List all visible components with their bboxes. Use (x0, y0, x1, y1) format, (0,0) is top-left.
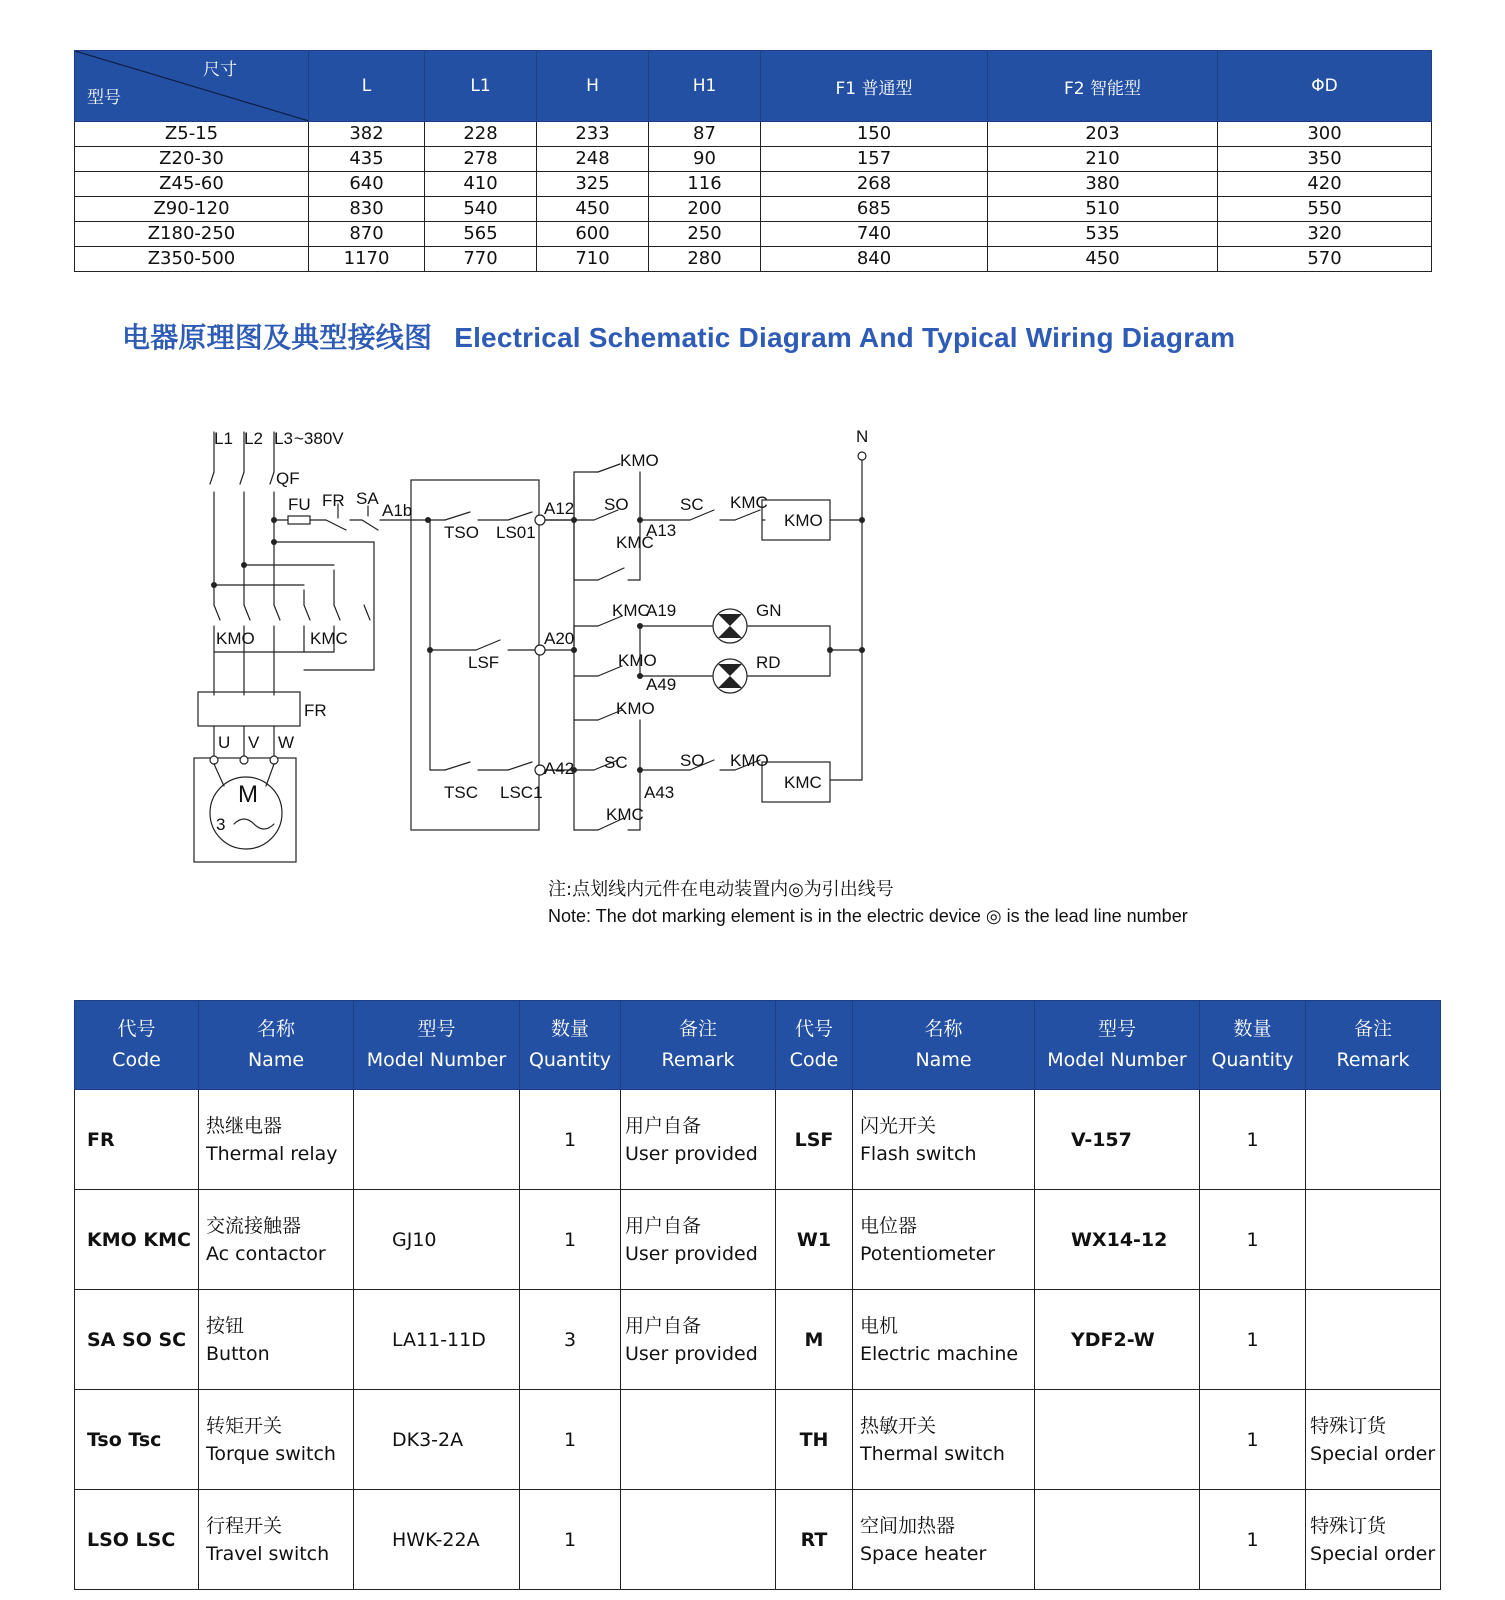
model-cell: GJ10 (354, 1190, 520, 1290)
value-cell: 710 (537, 247, 649, 272)
table-row (75, 197, 1432, 222)
table-row (75, 1090, 1441, 1190)
model-cell: YDF2-W (1035, 1290, 1200, 1390)
value-cell: 870 (309, 222, 425, 247)
schematic-label: SO (680, 751, 705, 770)
schematic-label: A20 (544, 629, 575, 648)
remark-cell-en: User provided (625, 1342, 758, 1365)
remark-cell (621, 1390, 776, 1490)
table-row (75, 172, 1432, 197)
quantity-cell: 1 (1200, 1190, 1306, 1290)
schematic-label: A13 (646, 521, 677, 540)
schematic-label: W (278, 733, 295, 752)
name-cell-en: Ac contactor (206, 1242, 326, 1265)
column-header (520, 1001, 621, 1090)
header-en: Remark (1336, 1049, 1410, 1071)
quantity-cell: 1 (520, 1390, 621, 1490)
table-row (75, 247, 1432, 272)
column-header (853, 1001, 1035, 1090)
schematic-label: LSF (468, 653, 500, 672)
value-cell: 600 (537, 222, 649, 247)
header-cn: 型号 (1097, 1018, 1136, 1040)
schematic-label: A1b (382, 501, 413, 520)
value-cell: 382 (309, 122, 425, 147)
value-cell: 278 (425, 147, 537, 172)
remark-cell (1306, 1090, 1441, 1190)
name-cell-en: Electric machine (860, 1342, 1019, 1365)
schematic-label: QF (276, 469, 300, 488)
schematic-label: KMC (612, 601, 650, 620)
remark-cell-en: Special order (1310, 1442, 1436, 1465)
name-cell (853, 1490, 1035, 1590)
model-cell (1035, 1390, 1200, 1490)
column-header (1200, 1001, 1306, 1090)
header-cn: 名称 (256, 1018, 295, 1040)
schematic-label: FR (322, 491, 345, 510)
column-header (354, 1001, 520, 1090)
quantity-cell: 1 (520, 1490, 621, 1590)
name-cell (853, 1190, 1035, 1290)
header-en: Quantity (1211, 1049, 1294, 1071)
table-row (75, 222, 1432, 247)
name-cell-cn: 闪光开关 (860, 1114, 937, 1137)
name-cell-en: Space heater (860, 1542, 987, 1565)
column-header: H1 (649, 51, 761, 122)
name-cell-en: Thermal relay (206, 1142, 338, 1165)
name-cell-cn: 电机 (860, 1314, 899, 1337)
remark-cell (621, 1490, 776, 1590)
name-cell-cn: 交流接触器 (206, 1214, 302, 1237)
header-cn: 名称 (924, 1018, 963, 1040)
schematic-label: 3 (216, 815, 226, 834)
table-row (75, 1490, 1441, 1590)
name-cell-cn: 转矩开关 (206, 1414, 283, 1437)
schematic-label: FU (288, 495, 311, 514)
components-table (74, 1000, 1441, 1590)
components-header-row (75, 1001, 1441, 1090)
name-cell-en: Torque switch (206, 1442, 336, 1465)
name-cell (199, 1090, 354, 1190)
remark-cell-en: Special order (1310, 1542, 1436, 1565)
value-cell: 200 (649, 197, 761, 222)
name-cell-en: Flash switch (860, 1142, 977, 1165)
code-cell: FR (75, 1090, 199, 1190)
quantity-cell: 1 (1200, 1290, 1306, 1390)
value-cell: 570 (1218, 247, 1432, 272)
table-row (75, 1390, 1441, 1490)
code-cell: W1 (776, 1190, 853, 1290)
schematic-label: FR (304, 701, 327, 720)
name-cell-en: Thermal switch (860, 1442, 1005, 1465)
remark-cell-cn: 用户自备 (625, 1314, 702, 1337)
remark-cell-cn: 特殊订货 (1310, 1514, 1387, 1537)
name-cell-cn: 按钮 (206, 1314, 245, 1337)
remark-cell-en: User provided (625, 1242, 758, 1265)
column-header: L1 (425, 51, 537, 122)
value-cell: 640 (309, 172, 425, 197)
dimension-corner-header (75, 51, 309, 122)
name-cell-cn: 电位器 (860, 1214, 918, 1237)
name-cell-en: Button (206, 1342, 270, 1365)
value-cell: 320 (1218, 222, 1432, 247)
value-cell: 510 (988, 197, 1218, 222)
header-en: Name (915, 1049, 972, 1071)
value-cell: 535 (988, 222, 1218, 247)
column-header (1306, 1001, 1441, 1090)
column-header (776, 1001, 853, 1090)
model-cell: Z45-60 (75, 172, 309, 197)
header-cn: 备注 (1353, 1018, 1392, 1040)
value-cell: 90 (649, 147, 761, 172)
code-cell: LSO LSC (75, 1490, 199, 1590)
value-cell: 450 (537, 197, 649, 222)
dimension-header-row (75, 51, 1432, 122)
name-cell (199, 1490, 354, 1590)
column-header (199, 1001, 354, 1090)
value-cell: 435 (309, 147, 425, 172)
name-cell-cn: 行程开关 (206, 1514, 283, 1537)
model-cell: LA11-11D (354, 1290, 520, 1390)
value-cell: 228 (425, 122, 537, 147)
schematic-label: A43 (644, 783, 675, 802)
header-en: Name (247, 1049, 305, 1071)
model-cell (354, 1090, 520, 1190)
quantity-cell: 1 (1200, 1390, 1306, 1490)
value-cell: 450 (988, 247, 1218, 272)
name-cell-cn: 热敏开关 (860, 1414, 937, 1437)
schematic-label: KMC (616, 533, 654, 552)
header-en: Code (112, 1049, 161, 1071)
code-cell: TH (776, 1390, 853, 1490)
table-row (75, 147, 1432, 172)
schematic-label: SC (680, 495, 704, 514)
section-title (122, 316, 1235, 356)
model-cell: V-157 (1035, 1090, 1200, 1190)
remark-cell-cn: 用户自备 (625, 1214, 702, 1237)
schematic-label: KMC (310, 629, 348, 648)
note-cn: 注:点划线内元件在电动装置内◎为引出线号 (548, 879, 894, 900)
header-cn: 数量 (550, 1018, 589, 1040)
code-cell: LSF (776, 1090, 853, 1190)
value-cell: 410 (425, 172, 537, 197)
column-header (1035, 1001, 1200, 1090)
value-cell: 380 (988, 172, 1218, 197)
value-cell: 540 (425, 197, 537, 222)
column-header: L (309, 51, 425, 122)
schematic-label: KMO (618, 651, 657, 670)
value-cell: 210 (988, 147, 1218, 172)
remark-cell-cn: 用户自备 (625, 1114, 702, 1137)
table-row (75, 1190, 1441, 1290)
schematic-label: ~380V (294, 429, 344, 448)
schematic-label: LSC1 (500, 783, 543, 802)
schematic-label: KMC (606, 805, 644, 824)
dimension-table-body (75, 122, 1432, 272)
schematic-label: LS01 (496, 523, 536, 542)
code-cell: SA SO SC (75, 1290, 199, 1390)
schematic-label: TSO (444, 523, 479, 542)
section-title-cn: 电器原理图及典型接线图 (122, 321, 433, 354)
name-cell-en: Potentiometer (860, 1242, 996, 1265)
code-cell: Tso Tsc (75, 1390, 199, 1490)
value-cell: 565 (425, 222, 537, 247)
name-cell (853, 1290, 1035, 1390)
model-cell: Z5-15 (75, 122, 309, 147)
name-cell-cn: 热继电器 (206, 1114, 283, 1137)
schematic-label: KMO (620, 451, 659, 470)
header-cn: 型号 (417, 1018, 456, 1040)
value-cell: 420 (1218, 172, 1432, 197)
schematic-label: KMC (784, 773, 822, 792)
name-cell (199, 1290, 354, 1390)
name-cell (853, 1090, 1035, 1190)
quantity-cell: 1 (1200, 1490, 1306, 1590)
schematic-label: A19 (646, 601, 677, 620)
value-cell: 116 (649, 172, 761, 197)
column-header: H (537, 51, 649, 122)
remark-cell (1306, 1390, 1441, 1490)
value-cell: 1170 (309, 247, 425, 272)
value-cell: 685 (761, 197, 988, 222)
schematic-label: A42 (544, 759, 575, 778)
column-header (621, 1001, 776, 1090)
name-cell-cn: 空间加热器 (860, 1514, 956, 1537)
code-cell: M (776, 1290, 853, 1390)
model-cell (1035, 1490, 1200, 1590)
column-header (75, 1001, 199, 1090)
name-cell (199, 1390, 354, 1490)
schematic-label: RD (756, 653, 781, 672)
schematic-label: KMO (784, 511, 823, 530)
schematic-label: V (248, 733, 260, 752)
schematic-label: KMO (616, 699, 655, 718)
header-cn: 数量 (1233, 1018, 1272, 1040)
value-cell: 770 (425, 247, 537, 272)
table-row (75, 1290, 1441, 1390)
components-table-body (75, 1090, 1441, 1590)
header-en: Quantity (528, 1049, 612, 1071)
schematic-label: KMO (216, 629, 255, 648)
header-cn: 代号 (794, 1018, 833, 1040)
remark-cell (621, 1090, 776, 1190)
remark-cell (1306, 1190, 1441, 1290)
value-cell: 300 (1218, 122, 1432, 147)
schematic-label: A12 (544, 499, 575, 518)
header-en: Remark (661, 1049, 735, 1071)
note-en: Note: The dot marking element is in the electric device ◎ is the lead line number (548, 906, 1188, 926)
value-cell: 157 (761, 147, 988, 172)
value-cell: 233 (537, 122, 649, 147)
schematic-label: A49 (646, 675, 677, 694)
model-cell: HWK-22A (354, 1490, 520, 1590)
corner-bottom-label: 型号 (87, 88, 121, 108)
electrical-schematic (190, 420, 910, 870)
schematic-label: U (218, 733, 231, 752)
value-cell: 550 (1218, 197, 1432, 222)
schematic-label: M (238, 781, 258, 808)
value-cell: 740 (761, 222, 988, 247)
model-cell: Z90-120 (75, 197, 309, 222)
remark-cell (621, 1190, 776, 1290)
value-cell: 280 (649, 247, 761, 272)
header-cn: 代号 (117, 1018, 156, 1040)
model-cell: WX14-12 (1035, 1190, 1200, 1290)
remark-cell (621, 1290, 776, 1390)
header-en: Model Number (1047, 1049, 1187, 1071)
schematic-label: L1 (214, 429, 233, 448)
schematic-label: KMC (730, 493, 768, 512)
remark-cell-cn: 特殊订货 (1310, 1414, 1387, 1437)
header-cn: 备注 (678, 1018, 717, 1040)
schematic-label: GN (756, 601, 782, 620)
schematic-label: L2 (244, 429, 263, 448)
header-en: Code (789, 1049, 839, 1071)
code-cell: RT (776, 1490, 853, 1590)
column-header: F2 智能型 (988, 51, 1218, 122)
value-cell: 830 (309, 197, 425, 222)
code-cell: KMO KMC (75, 1190, 199, 1290)
column-header: ΦD (1218, 51, 1432, 122)
model-cell: DK3-2A (354, 1390, 520, 1490)
value-cell: 203 (988, 122, 1218, 147)
remark-cell (1306, 1290, 1441, 1390)
corner-top-label: 尺寸 (203, 60, 237, 80)
name-cell-en: Travel switch (206, 1542, 330, 1565)
name-cell (199, 1190, 354, 1290)
value-cell: 248 (537, 147, 649, 172)
schematic-label: L3 (274, 429, 293, 448)
remark-cell-en: User provided (625, 1142, 758, 1165)
value-cell: 150 (761, 122, 988, 147)
quantity-cell: 3 (520, 1290, 621, 1390)
name-cell (853, 1390, 1035, 1490)
model-cell: Z180-250 (75, 222, 309, 247)
schematic-label: TSC (444, 783, 478, 802)
model-cell: Z20-30 (75, 147, 309, 172)
value-cell: 325 (537, 172, 649, 197)
header-en: Model Number (366, 1049, 507, 1071)
quantity-cell: 1 (1200, 1090, 1306, 1190)
value-cell: 250 (649, 222, 761, 247)
section-title-en: Electrical Schematic Diagram And Typical Wiring Diagram (454, 322, 1236, 353)
schematic-label: SC (604, 753, 628, 772)
schematic-label: N (856, 427, 869, 446)
value-cell: 268 (761, 172, 988, 197)
remark-cell (1306, 1490, 1441, 1590)
column-header: F1 普通型 (761, 51, 988, 122)
value-cell: 87 (649, 122, 761, 147)
model-cell: Z350-500 (75, 247, 309, 272)
quantity-cell: 1 (520, 1190, 621, 1290)
value-cell: 840 (761, 247, 988, 272)
schematic-label: SA (356, 489, 379, 508)
table-row (75, 122, 1432, 147)
quantity-cell: 1 (520, 1090, 621, 1190)
schematic-label: KMO (730, 751, 769, 770)
dimension-table (74, 50, 1432, 272)
value-cell: 350 (1218, 147, 1432, 172)
schematic-label: SO (604, 495, 629, 514)
